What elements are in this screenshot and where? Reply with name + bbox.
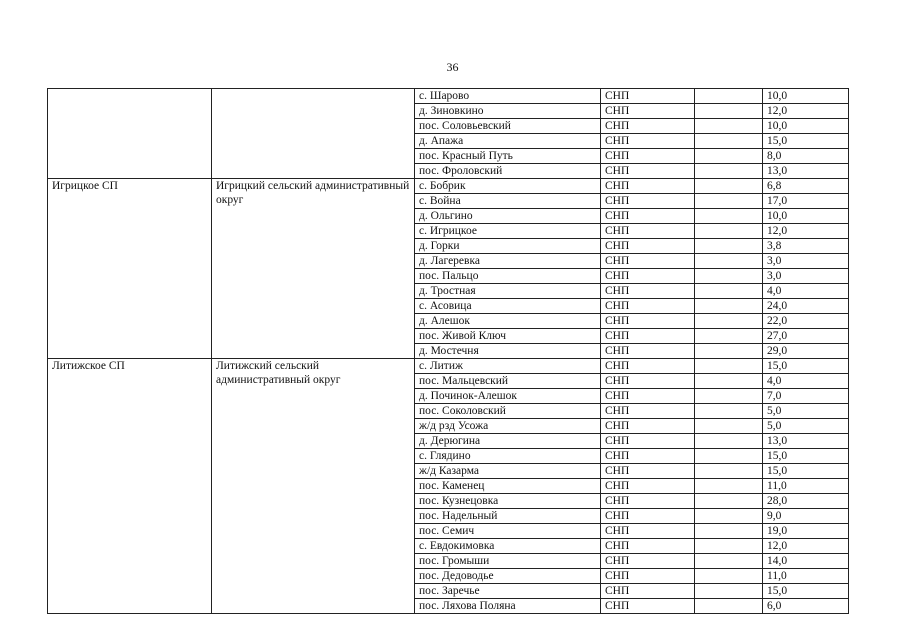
empty-cell (695, 119, 763, 134)
locality-name-cell: пос. Соколовский (415, 404, 601, 419)
distance-value-cell: 15,0 (763, 359, 849, 374)
empty-cell (695, 89, 763, 104)
empty-cell (695, 239, 763, 254)
empty-cell (695, 179, 763, 194)
locality-name-cell: пос. Соловьевский (415, 119, 601, 134)
distance-value-cell: 13,0 (763, 434, 849, 449)
table-body (48, 89, 849, 614)
distance-value-cell: 27,0 (763, 329, 849, 344)
locality-name-cell: пос. Каменец (415, 479, 601, 494)
empty-cell (695, 224, 763, 239)
empty-cell (695, 149, 763, 164)
locality-name-cell: пос. Пальцо (415, 269, 601, 284)
distance-value-cell: 22,0 (763, 314, 849, 329)
empty-cell (695, 434, 763, 449)
locality-name-cell: пос. Заречье (415, 584, 601, 599)
page-number: 36 (446, 60, 459, 74)
district-cell (212, 89, 415, 179)
locality-type-cell: СНП (601, 449, 695, 464)
locality-type-cell: СНП (601, 494, 695, 509)
locality-type-cell: СНП (601, 194, 695, 209)
locality-name-cell: с. Шарово (415, 89, 601, 104)
table-row (48, 89, 849, 104)
locality-name-cell: с. Евдокимовка (415, 539, 601, 554)
empty-cell (695, 569, 763, 584)
empty-cell (695, 584, 763, 599)
distance-value-cell: 15,0 (763, 134, 849, 149)
distance-value-cell: 4,0 (763, 284, 849, 299)
locality-name-cell: пос. Мальцевский (415, 374, 601, 389)
empty-cell (695, 464, 763, 479)
locality-type-cell: СНП (601, 389, 695, 404)
distance-value-cell: 12,0 (763, 104, 849, 119)
empty-cell (695, 449, 763, 464)
distance-value-cell: 3,8 (763, 239, 849, 254)
locality-name-cell: д. Починок-Алешок (415, 389, 601, 404)
empty-cell (695, 524, 763, 539)
locality-name-cell: д. Мостечня (415, 344, 601, 359)
distance-value-cell: 15,0 (763, 464, 849, 479)
locality-type-cell: СНП (601, 209, 695, 224)
locality-type-cell: СНП (601, 224, 695, 239)
locality-name-cell: пос. Семич (415, 524, 601, 539)
distance-value-cell: 6,0 (763, 599, 849, 614)
locality-name-cell: д. Апажа (415, 134, 601, 149)
settlement-cell: Игрицкое СП (48, 179, 212, 359)
empty-cell (695, 194, 763, 209)
distance-value-cell: 3,0 (763, 254, 849, 269)
locality-type-cell: СНП (601, 314, 695, 329)
locality-name-cell: д. Тростная (415, 284, 601, 299)
locality-name-cell: с. Асовица (415, 299, 601, 314)
table-row (48, 359, 849, 374)
locality-name-cell: пос. Фроловский (415, 164, 601, 179)
settlement-cell: Литижское СП (48, 359, 212, 614)
empty-cell (695, 254, 763, 269)
distance-value-cell: 15,0 (763, 584, 849, 599)
locality-name-cell: с. Литиж (415, 359, 601, 374)
locality-type-cell: СНП (601, 419, 695, 434)
locality-type-cell: СНП (601, 239, 695, 254)
distance-value-cell: 11,0 (763, 479, 849, 494)
locality-name-cell: д. Зиновкино (415, 104, 601, 119)
locality-name-cell: пос. Кузнецовка (415, 494, 601, 509)
distance-value-cell: 10,0 (763, 89, 849, 104)
locality-type-cell: СНП (601, 134, 695, 149)
district-cell: Игрицкий сельский административный округ (212, 179, 415, 359)
distance-value-cell: 8,0 (763, 149, 849, 164)
locality-type-cell: СНП (601, 434, 695, 449)
locality-type-cell: СНП (601, 464, 695, 479)
locality-type-cell: СНП (601, 524, 695, 539)
locality-type-cell: СНП (601, 254, 695, 269)
locality-type-cell: СНП (601, 554, 695, 569)
locality-name-cell: пос. Надельный (415, 509, 601, 524)
empty-cell (695, 299, 763, 314)
distance-value-cell: 5,0 (763, 404, 849, 419)
locality-type-cell: СНП (601, 344, 695, 359)
locality-type-cell: СНП (601, 599, 695, 614)
locality-name-cell: с. Глядино (415, 449, 601, 464)
distance-value-cell: 4,0 (763, 374, 849, 389)
empty-cell (695, 599, 763, 614)
locality-type-cell: СНП (601, 269, 695, 284)
locality-name-cell: д. Ольгино (415, 209, 601, 224)
distance-value-cell: 13,0 (763, 164, 849, 179)
empty-cell (695, 554, 763, 569)
locality-type-cell: СНП (601, 299, 695, 314)
empty-cell (695, 404, 763, 419)
empty-cell (695, 134, 763, 149)
locality-type-cell: СНП (601, 569, 695, 584)
locality-name-cell: с. Война (415, 194, 601, 209)
locality-type-cell: СНП (601, 104, 695, 119)
empty-cell (695, 164, 763, 179)
distance-value-cell: 5,0 (763, 419, 849, 434)
distance-value-cell: 10,0 (763, 119, 849, 134)
locality-name-cell: пос. Громыши (415, 554, 601, 569)
locality-type-cell: СНП (601, 89, 695, 104)
distance-value-cell: 10,0 (763, 209, 849, 224)
distance-value-cell: 12,0 (763, 224, 849, 239)
locality-name-cell: д. Дерюгина (415, 434, 601, 449)
empty-cell (695, 344, 763, 359)
locality-type-cell: СНП (601, 179, 695, 194)
locality-name-cell: д. Алешок (415, 314, 601, 329)
empty-cell (695, 539, 763, 554)
locality-type-cell: СНП (601, 284, 695, 299)
empty-cell (695, 374, 763, 389)
empty-cell (695, 209, 763, 224)
empty-cell (695, 389, 763, 404)
empty-cell (695, 359, 763, 374)
distance-value-cell: 3,0 (763, 269, 849, 284)
distance-value-cell: 28,0 (763, 494, 849, 509)
table-row (48, 179, 849, 194)
locality-type-cell: СНП (601, 164, 695, 179)
distance-value-cell: 17,0 (763, 194, 849, 209)
empty-cell (695, 104, 763, 119)
locality-type-cell: СНП (601, 119, 695, 134)
locality-name-cell: д. Горки (415, 239, 601, 254)
empty-cell (695, 269, 763, 284)
empty-cell (695, 494, 763, 509)
distance-value-cell: 15,0 (763, 449, 849, 464)
locality-name-cell: ж/д Казарма (415, 464, 601, 479)
distance-value-cell: 12,0 (763, 539, 849, 554)
distance-value-cell: 9,0 (763, 509, 849, 524)
locality-name-cell: пос. Ляхова Поляна (415, 599, 601, 614)
distance-value-cell: 24,0 (763, 299, 849, 314)
locality-type-cell: СНП (601, 584, 695, 599)
settlement-cell (48, 89, 212, 179)
locality-name-cell: с. Бобрик (415, 179, 601, 194)
locality-name-cell: д. Лагеревка (415, 254, 601, 269)
locality-type-cell: СНП (601, 374, 695, 389)
locality-type-cell: СНП (601, 404, 695, 419)
distance-value-cell: 19,0 (763, 524, 849, 539)
distance-value-cell: 29,0 (763, 344, 849, 359)
settlements-table (47, 88, 849, 614)
locality-type-cell: СНП (601, 359, 695, 374)
locality-name-cell: с. Игрицкое (415, 224, 601, 239)
locality-name-cell: пос. Красный Путь (415, 149, 601, 164)
locality-name-cell: пос. Дедоводье (415, 569, 601, 584)
empty-cell (695, 329, 763, 344)
locality-name-cell: пос. Живой Ключ (415, 329, 601, 344)
empty-cell (695, 314, 763, 329)
district-cell: Литижский сельский административный округ (212, 359, 415, 614)
locality-type-cell: СНП (601, 479, 695, 494)
distance-value-cell: 7,0 (763, 389, 849, 404)
empty-cell (695, 419, 763, 434)
distance-value-cell: 6,8 (763, 179, 849, 194)
locality-name-cell: ж/д рзд Усожа (415, 419, 601, 434)
locality-type-cell: СНП (601, 509, 695, 524)
locality-type-cell: СНП (601, 539, 695, 554)
empty-cell (695, 509, 763, 524)
locality-type-cell: СНП (601, 149, 695, 164)
empty-cell (695, 479, 763, 494)
locality-type-cell: СНП (601, 329, 695, 344)
empty-cell (695, 284, 763, 299)
distance-value-cell: 14,0 (763, 554, 849, 569)
distance-value-cell: 11,0 (763, 569, 849, 584)
